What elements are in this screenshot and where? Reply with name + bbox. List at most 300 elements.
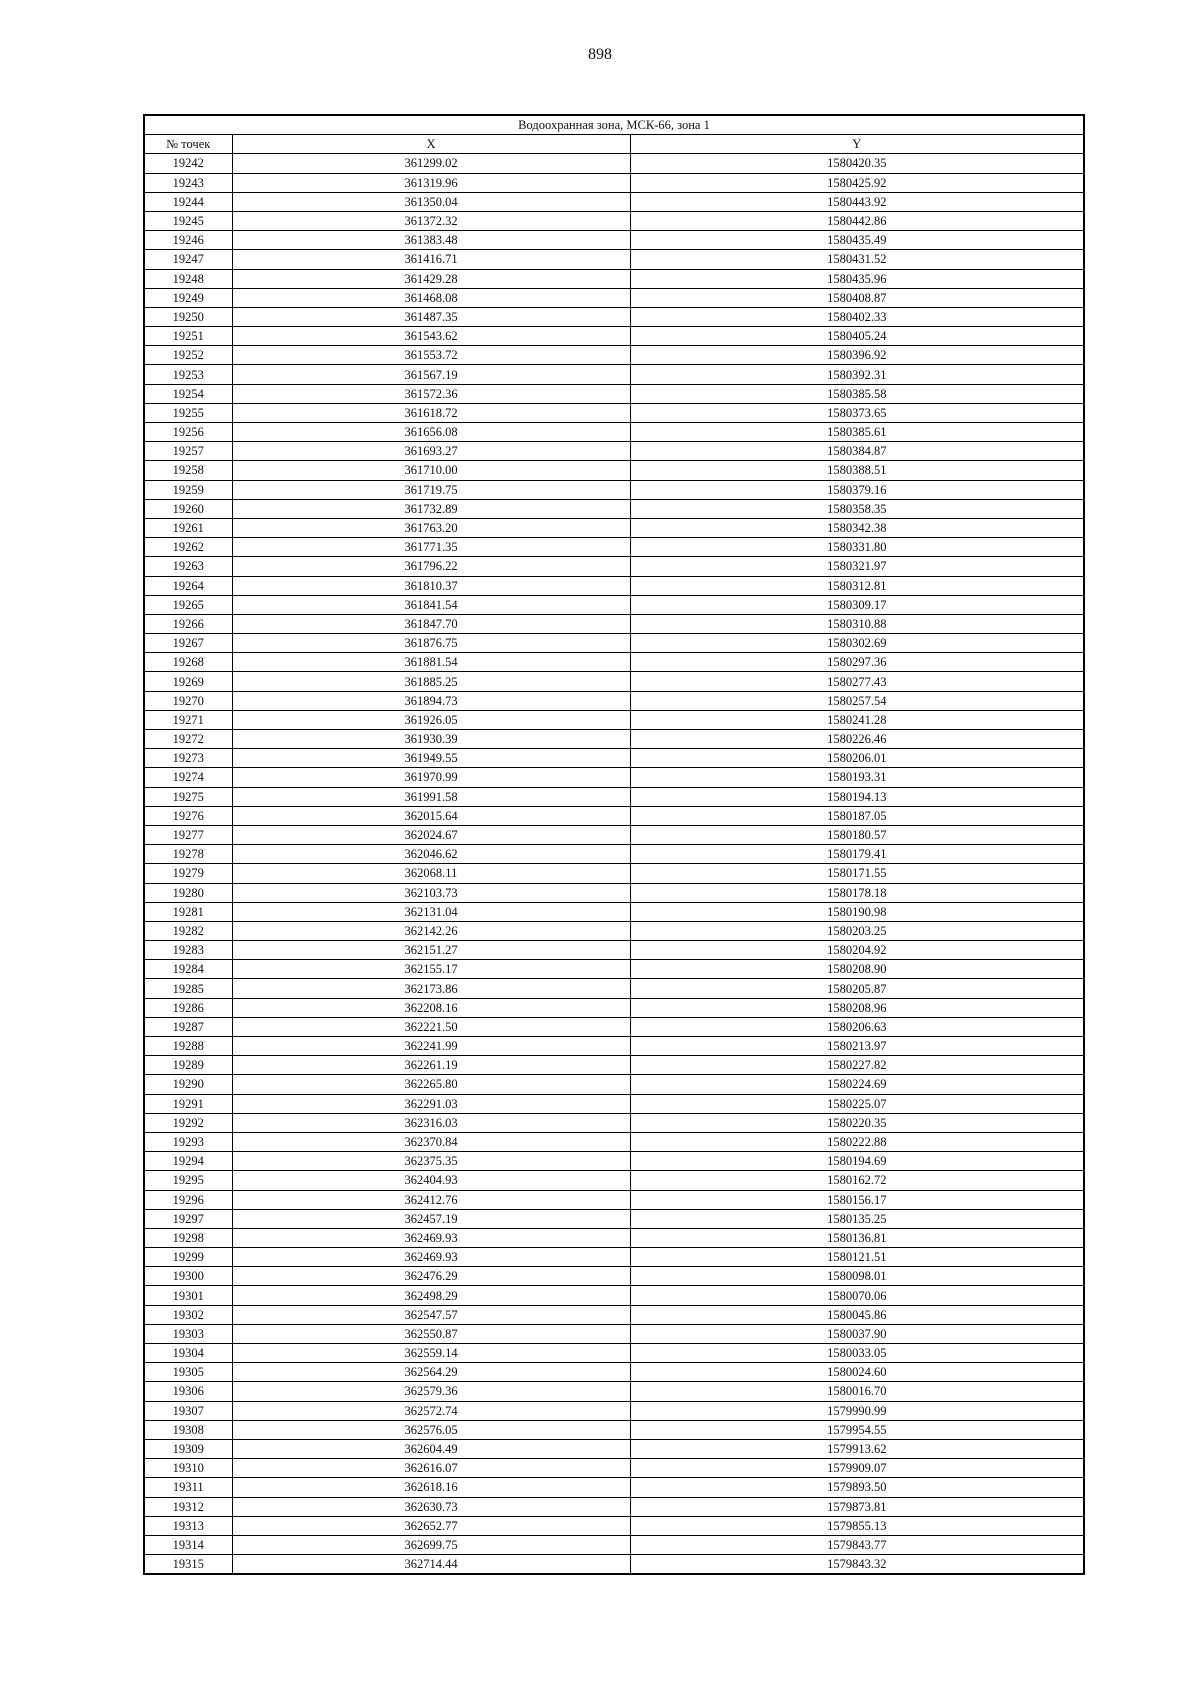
cell-y: 1579893.50 [630,1478,1084,1497]
cell-x: 362221.50 [232,1017,630,1036]
table-row [144,710,1084,729]
cell-y: 1580208.96 [630,998,1084,1017]
cell-y: 1580302.69 [630,634,1084,653]
cell-y: 1580162.72 [630,1171,1084,1190]
cell-y: 1580179.41 [630,845,1084,864]
column-header-y: Y [630,135,1084,154]
cell-x: 361710.00 [232,461,630,480]
cell-y: 1580135.25 [630,1209,1084,1228]
table-row [144,595,1084,614]
cell-x: 361372.32 [232,211,630,230]
cell-point-number: 19284 [144,960,232,979]
cell-x: 362142.26 [232,921,630,940]
table-row [144,1248,1084,1267]
table-row [144,653,1084,672]
cell-y: 1580257.54 [630,691,1084,710]
table-row [144,307,1084,326]
cell-point-number: 19267 [144,634,232,653]
cell-y: 1580331.80 [630,538,1084,557]
cell-y: 1580225.07 [630,1094,1084,1113]
cell-y: 1580194.69 [630,1152,1084,1171]
cell-x: 361719.75 [232,480,630,499]
table-row [144,1516,1084,1535]
column-header-x: X [232,135,630,154]
table-row [144,979,1084,998]
cell-point-number: 19279 [144,864,232,883]
table-row [144,1478,1084,1497]
table-row [144,557,1084,576]
cell-x: 361949.55 [232,749,630,768]
cell-x: 362068.11 [232,864,630,883]
table-row [144,461,1084,480]
table-row [144,538,1084,557]
cell-point-number: 19289 [144,1056,232,1075]
table-row [144,1209,1084,1228]
cell-point-number: 19311 [144,1478,232,1497]
cell-point-number: 19304 [144,1344,232,1363]
cell-x: 361429.28 [232,269,630,288]
cell-y: 1580312.81 [630,576,1084,595]
cell-x: 361847.70 [232,614,630,633]
cell-point-number: 19277 [144,825,232,844]
cell-y: 1580194.13 [630,787,1084,806]
cell-x: 361881.54 [232,653,630,672]
cell-point-number: 19263 [144,557,232,576]
cell-x: 362151.27 [232,941,630,960]
cell-point-number: 19297 [144,1209,232,1228]
cell-point-number: 19312 [144,1497,232,1516]
cell-x: 362547.57 [232,1305,630,1324]
table-row [144,173,1084,192]
cell-point-number: 19251 [144,327,232,346]
table-row [144,1228,1084,1247]
cell-point-number: 19275 [144,787,232,806]
cell-point-number: 19245 [144,211,232,230]
cell-point-number: 19265 [144,595,232,614]
cell-x: 362699.75 [232,1535,630,1554]
table-row [144,1459,1084,1478]
cell-x: 361416.71 [232,250,630,269]
cell-x: 361656.08 [232,423,630,442]
cell-x: 362476.29 [232,1267,630,1286]
cell-x: 362404.93 [232,1171,630,1190]
table-row [144,192,1084,211]
cell-x: 361763.20 [232,518,630,537]
cell-x: 362155.17 [232,960,630,979]
cell-x: 362015.64 [232,806,630,825]
table-row [144,1439,1084,1458]
cell-x: 361991.58 [232,787,630,806]
cell-x: 362616.07 [232,1459,630,1478]
cell-y: 1580206.63 [630,1017,1084,1036]
cell-y: 1580045.86 [630,1305,1084,1324]
table-row [144,1190,1084,1209]
cell-x: 362265.80 [232,1075,630,1094]
cell-x: 361810.37 [232,576,630,595]
cell-y: 1579909.07 [630,1459,1084,1478]
cell-y: 1579913.62 [630,1439,1084,1458]
column-header-point-number: № точек [144,135,232,154]
cell-point-number: 19256 [144,423,232,442]
table-row [144,1075,1084,1094]
cell-y: 1580379.16 [630,480,1084,499]
table-row [144,403,1084,422]
table-row [144,211,1084,230]
cell-point-number: 19273 [144,749,232,768]
table-row [144,1363,1084,1382]
table-row [144,845,1084,864]
table-row [144,1094,1084,1113]
cell-x: 361350.04 [232,192,630,211]
cell-y: 1580136.81 [630,1228,1084,1247]
cell-y: 1580220.35 [630,1113,1084,1132]
cell-x: 362469.93 [232,1228,630,1247]
table-row [144,499,1084,518]
cell-x: 361383.48 [232,231,630,250]
cell-point-number: 19281 [144,902,232,921]
table-row [144,825,1084,844]
cell-x: 361693.27 [232,442,630,461]
table-row [144,231,1084,250]
cell-y: 1580385.61 [630,423,1084,442]
table-row [144,576,1084,595]
cell-x: 362714.44 [232,1555,630,1575]
cell-point-number: 19246 [144,231,232,250]
cell-y: 1580358.35 [630,499,1084,518]
table-row [144,288,1084,307]
cell-x: 362241.99 [232,1037,630,1056]
cell-y: 1580396.92 [630,346,1084,365]
cell-x: 362572.74 [232,1401,630,1420]
cell-x: 361319.96 [232,173,630,192]
cell-point-number: 19285 [144,979,232,998]
table-row [144,346,1084,365]
cell-point-number: 19308 [144,1420,232,1439]
coordinates-table [143,114,1085,1575]
cell-point-number: 19271 [144,710,232,729]
cell-y: 1580208.90 [630,960,1084,979]
cell-x: 362604.49 [232,1439,630,1458]
cell-point-number: 19266 [144,614,232,633]
table-row [144,672,1084,691]
cell-y: 1580156.17 [630,1190,1084,1209]
cell-x: 362469.93 [232,1248,630,1267]
cell-point-number: 19262 [144,538,232,557]
cell-point-number: 19302 [144,1305,232,1324]
cell-point-number: 19257 [144,442,232,461]
cell-x: 362291.03 [232,1094,630,1113]
cell-point-number: 19276 [144,806,232,825]
cell-x: 362370.84 [232,1132,630,1151]
cell-x: 361930.39 [232,730,630,749]
cell-x: 361771.35 [232,538,630,557]
table-row [144,749,1084,768]
cell-point-number: 19250 [144,307,232,326]
cell-point-number: 19244 [144,192,232,211]
cell-y: 1580121.51 [630,1248,1084,1267]
cell-y: 1580187.05 [630,806,1084,825]
cell-y: 1579954.55 [630,1420,1084,1439]
cell-point-number: 19274 [144,768,232,787]
cell-x: 362173.86 [232,979,630,998]
cell-point-number: 19268 [144,653,232,672]
cell-x: 361970.99 [232,768,630,787]
cell-y: 1580442.86 [630,211,1084,230]
cell-point-number: 19247 [144,250,232,269]
cell-x: 361299.02 [232,154,630,173]
cell-y: 1580443.92 [630,192,1084,211]
table-row [144,883,1084,902]
table-row [144,327,1084,346]
cell-point-number: 19305 [144,1363,232,1382]
table-row [144,1344,1084,1363]
table-row [144,1305,1084,1324]
cell-y: 1579990.99 [630,1401,1084,1420]
cell-point-number: 19272 [144,730,232,749]
table-row [144,902,1084,921]
cell-y: 1580178.18 [630,883,1084,902]
cell-y: 1580435.96 [630,269,1084,288]
cell-point-number: 19258 [144,461,232,480]
cell-y: 1579855.13 [630,1516,1084,1535]
cell-x: 362316.03 [232,1113,630,1132]
table-row [144,518,1084,537]
table-row [144,384,1084,403]
cell-y: 1580392.31 [630,365,1084,384]
cell-y: 1580408.87 [630,288,1084,307]
cell-point-number: 19315 [144,1555,232,1575]
cell-x: 362412.76 [232,1190,630,1209]
cell-y: 1580171.55 [630,864,1084,883]
cell-point-number: 19307 [144,1401,232,1420]
cell-point-number: 19288 [144,1037,232,1056]
cell-point-number: 19295 [144,1171,232,1190]
cell-x: 362103.73 [232,883,630,902]
cell-y: 1580435.49 [630,231,1084,250]
cell-y: 1580384.87 [630,442,1084,461]
cell-point-number: 19293 [144,1132,232,1151]
cell-y: 1580388.51 [630,461,1084,480]
table-row [144,1113,1084,1132]
table-row [144,1555,1084,1575]
cell-point-number: 19306 [144,1382,232,1401]
table-row [144,1420,1084,1439]
cell-point-number: 19282 [144,921,232,940]
table-row [144,250,1084,269]
table-row [144,691,1084,710]
cell-x: 361732.89 [232,499,630,518]
cell-x: 362046.62 [232,845,630,864]
page-number: 898 [588,46,612,63]
cell-x: 362024.67 [232,825,630,844]
table-title: Водоохранная зона, МСК-66, зона 1 [144,115,1084,135]
cell-point-number: 19254 [144,384,232,403]
table-row [144,1132,1084,1151]
cell-point-number: 19296 [144,1190,232,1209]
cell-x: 362208.16 [232,998,630,1017]
cell-x: 361796.22 [232,557,630,576]
table-row [144,269,1084,288]
cell-x: 362618.16 [232,1478,630,1497]
cell-point-number: 19261 [144,518,232,537]
cell-y: 1580213.97 [630,1037,1084,1056]
table-row [144,1152,1084,1171]
cell-point-number: 19252 [144,346,232,365]
table-row [144,423,1084,442]
cell-y: 1579873.81 [630,1497,1084,1516]
table-row [144,941,1084,960]
cell-point-number: 19309 [144,1439,232,1458]
cell-point-number: 19253 [144,365,232,384]
table-row [144,998,1084,1017]
cell-y: 1580070.06 [630,1286,1084,1305]
table-row [144,1267,1084,1286]
cell-x: 362131.04 [232,902,630,921]
cell-y: 1580373.65 [630,403,1084,422]
table-row [144,1171,1084,1190]
table-row [144,730,1084,749]
table-title-row [144,115,1084,135]
cell-y: 1580098.01 [630,1267,1084,1286]
cell-y: 1580385.58 [630,384,1084,403]
cell-y: 1580033.05 [630,1344,1084,1363]
table-row [144,921,1084,940]
cell-x: 362630.73 [232,1497,630,1516]
table-row [144,787,1084,806]
table-row [144,1056,1084,1075]
cell-point-number: 19278 [144,845,232,864]
cell-point-number: 19291 [144,1094,232,1113]
cell-y: 1580037.90 [630,1324,1084,1343]
cell-point-number: 19314 [144,1535,232,1554]
cell-y: 1580224.69 [630,1075,1084,1094]
cell-x: 362559.14 [232,1344,630,1363]
cell-x: 361468.08 [232,288,630,307]
table-row [144,864,1084,883]
cell-point-number: 19298 [144,1228,232,1247]
table-row [144,1286,1084,1305]
cell-x: 362579.36 [232,1382,630,1401]
cell-y: 1580205.87 [630,979,1084,998]
cell-y: 1580405.24 [630,327,1084,346]
table-row [144,1382,1084,1401]
cell-point-number: 19290 [144,1075,232,1094]
table-row [144,1535,1084,1554]
cell-y: 1580431.52 [630,250,1084,269]
cell-point-number: 19259 [144,480,232,499]
cell-y: 1580016.70 [630,1382,1084,1401]
table-row [144,442,1084,461]
cell-x: 361567.19 [232,365,630,384]
cell-x: 362498.29 [232,1286,630,1305]
cell-point-number: 19270 [144,691,232,710]
cell-point-number: 19286 [144,998,232,1017]
table-row [144,1037,1084,1056]
cell-point-number: 19260 [144,499,232,518]
cell-y: 1580190.98 [630,902,1084,921]
cell-y: 1579843.77 [630,1535,1084,1554]
table-row [144,480,1084,499]
cell-y: 1580180.57 [630,825,1084,844]
cell-point-number: 19300 [144,1267,232,1286]
cell-x: 362564.29 [232,1363,630,1382]
cell-point-number: 19303 [144,1324,232,1343]
table-row [144,614,1084,633]
table-body [144,154,1084,1574]
table-row [144,634,1084,653]
cell-y: 1580206.01 [630,749,1084,768]
cell-y: 1580193.31 [630,768,1084,787]
cell-y: 1580420.35 [630,154,1084,173]
cell-y: 1580241.28 [630,710,1084,729]
cell-y: 1580227.82 [630,1056,1084,1075]
cell-y: 1580277.43 [630,672,1084,691]
cell-x: 362261.19 [232,1056,630,1075]
cell-x: 362576.05 [232,1420,630,1439]
table-row [144,154,1084,173]
table-row [144,1401,1084,1420]
cell-y: 1580297.36 [630,653,1084,672]
cell-y: 1580222.88 [630,1132,1084,1151]
cell-x: 362652.77 [232,1516,630,1535]
cell-point-number: 19294 [144,1152,232,1171]
table-row [144,365,1084,384]
cell-x: 361926.05 [232,710,630,729]
cell-point-number: 19287 [144,1017,232,1036]
table-row [144,1497,1084,1516]
table-row [144,960,1084,979]
cell-y: 1580204.92 [630,941,1084,960]
cell-point-number: 19313 [144,1516,232,1535]
cell-point-number: 19248 [144,269,232,288]
cell-x: 361553.72 [232,346,630,365]
cell-y: 1580309.17 [630,595,1084,614]
cell-point-number: 19310 [144,1459,232,1478]
cell-x: 361876.75 [232,634,630,653]
table-row [144,768,1084,787]
cell-x: 362550.87 [232,1324,630,1343]
cell-y: 1580024.60 [630,1363,1084,1382]
table-header-row [144,135,1084,154]
cell-x: 361487.35 [232,307,630,326]
cell-x: 361841.54 [232,595,630,614]
table-row [144,806,1084,825]
cell-point-number: 19283 [144,941,232,960]
cell-point-number: 19264 [144,576,232,595]
cell-y: 1580425.92 [630,173,1084,192]
cell-point-number: 19292 [144,1113,232,1132]
cell-y: 1580310.88 [630,614,1084,633]
table-row [144,1017,1084,1036]
cell-point-number: 19299 [144,1248,232,1267]
cell-x: 361885.25 [232,672,630,691]
cell-point-number: 19249 [144,288,232,307]
cell-x: 361618.72 [232,403,630,422]
cell-y: 1579843.32 [630,1555,1084,1575]
cell-x: 361894.73 [232,691,630,710]
cell-point-number: 19301 [144,1286,232,1305]
cell-x: 362457.19 [232,1209,630,1228]
cell-point-number: 19255 [144,403,232,422]
cell-point-number: 19242 [144,154,232,173]
cell-point-number: 19280 [144,883,232,902]
cell-x: 362375.35 [232,1152,630,1171]
cell-y: 1580402.33 [630,307,1084,326]
cell-x: 361543.62 [232,327,630,346]
cell-y: 1580342.38 [630,518,1084,537]
table-row [144,1324,1084,1343]
cell-y: 1580321.97 [630,557,1084,576]
